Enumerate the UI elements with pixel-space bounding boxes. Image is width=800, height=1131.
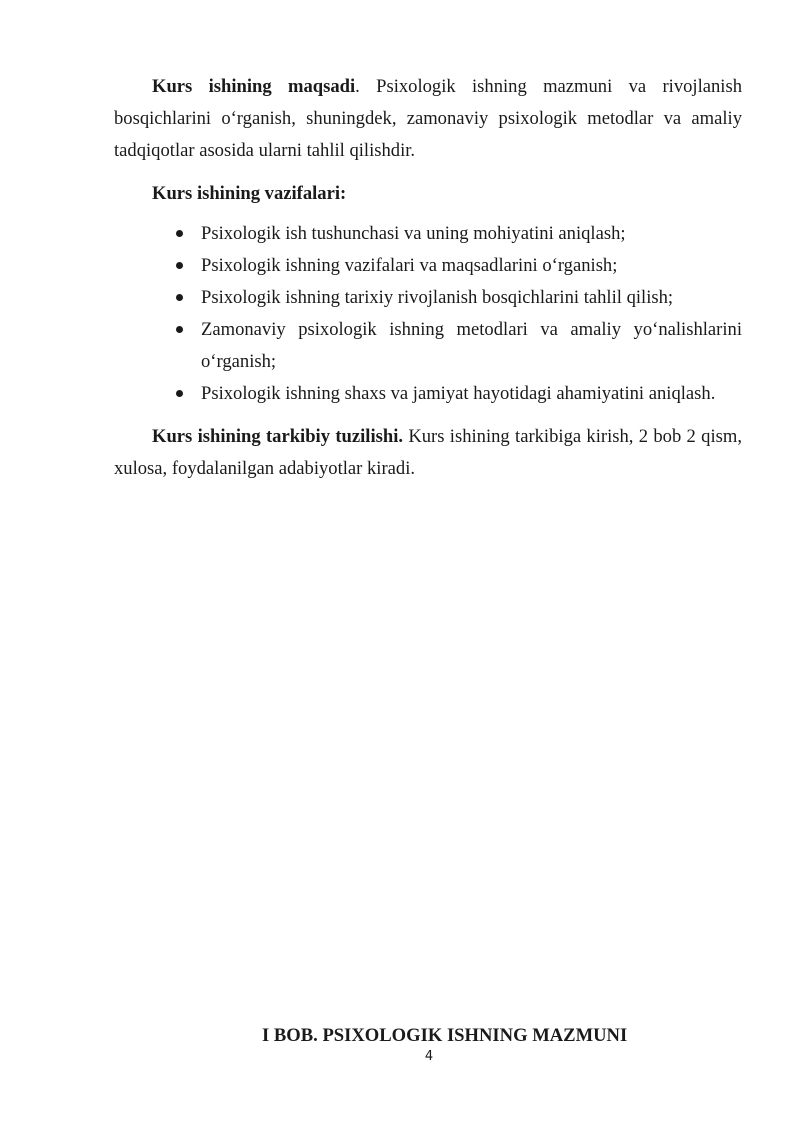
task-text: Psixologik ishning shaxs va jamiyat hayotidagi ahamiyatini aniqlash. — [201, 383, 716, 404]
bullet-icon — [176, 294, 183, 301]
tasks-heading-paragraph — [114, 178, 742, 210]
page-number: 4 — [424, 1049, 434, 1064]
structure-text: Kurs ishining tarkibiga kirish, 2 bob 2 qism, xulosa, foydalanilgan adabiyotlar kiradi. — [114, 426, 742, 479]
list-item — [114, 378, 742, 410]
task-text: Psixologik ish tushunchasi va uning mohiyatini aniqlash; — [201, 223, 626, 244]
tasks-list — [114, 218, 742, 410]
tasks-heading: Kurs ishining vazifalari: — [152, 183, 347, 204]
list-item — [114, 282, 742, 314]
chapter-heading: I BOB. PSIXOLOGIK ISHNING MAZMUNI — [262, 1025, 628, 1046]
bullet-icon — [176, 390, 183, 397]
task-text: Psixologik ishning vazifalari va maqsadlarini o‘rganish; — [201, 255, 618, 276]
goal-paragraph — [114, 71, 742, 167]
list-item — [114, 314, 742, 378]
list-item — [114, 250, 742, 282]
goal-text: Psixologik ishning mazmuni va rivojlanish bosqichlarini o‘rganish, shuningdek, zamonaviy psixologik metodlar va amaliy tadqiqotlar asosida ularni tahlil qilishdir. — [114, 76, 742, 161]
bullet-icon — [176, 230, 183, 237]
goal-label-suffix: . — [355, 76, 360, 97]
structure-label: Kurs ishining tarkibiy tuzilishi. — [152, 426, 404, 447]
task-text: Zamonaviy psixologik ishning metodlari va amaliy yo‘nalishlarini o‘rganish; — [201, 319, 742, 372]
bullet-icon — [176, 262, 183, 269]
task-text: Psixologik ishning tarixiy rivojlanish bosqichlarini tahlil qilish; — [201, 287, 674, 308]
goal-label: Kurs ishining maqsadi — [152, 76, 356, 97]
structure-paragraph — [114, 421, 742, 485]
bullet-icon — [176, 326, 183, 333]
list-item — [114, 218, 742, 250]
